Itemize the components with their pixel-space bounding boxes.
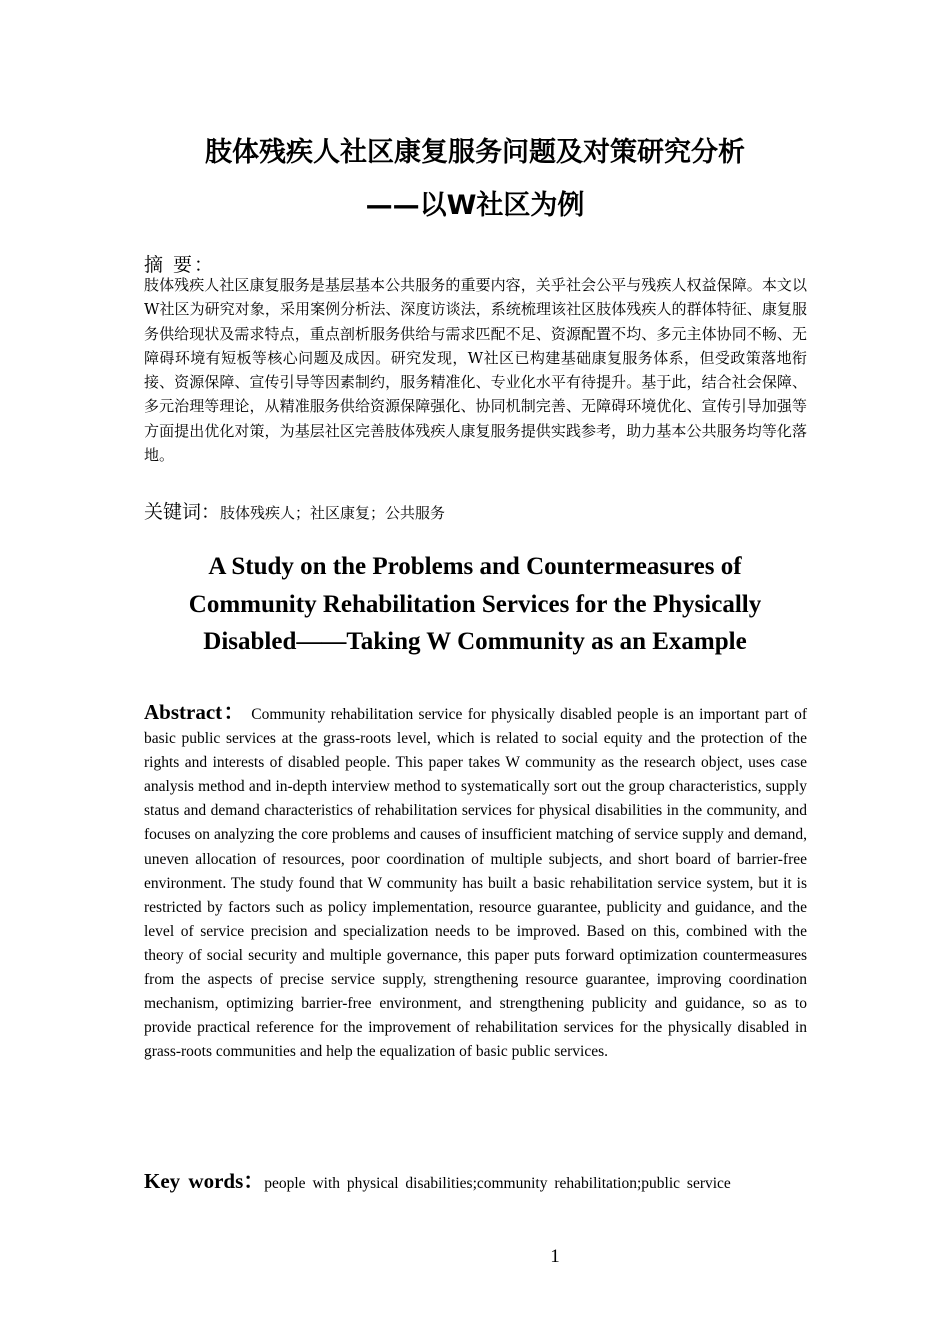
english-keywords-label: Key words： [144, 1169, 265, 1193]
chinese-keywords-label: 关键词： [144, 501, 221, 523]
english-title: A Study on the Problems and Countermeasures of Community Rehabilitation Services for the Physically Disabled——Taking W Community as an Example [188, 553, 762, 655]
english-abstract [144, 700, 807, 1064]
english-abstract-text: Community rehabilitation service for physically disabled people is an important part of basic public services at the grass-roots level, which is related to social equity and the protection of the rights and interests of disabled people. This paper takes W community as the research object, uses case analysis method and in-depth interview method to systematically sort out the group characteristics, supply status and demand characteristics of rehabilitation services for physical disabilities in the community, and focuses on analyzing the core problems and causes of insufficient matching of service supply and demand, uneven allocation of resources, poor coordination of multiple subjects, and short board of barrier-free environment. The study found that W community has built a basic rehabilitation service system, but it is restricted by factors such as policy implementation, resource guarantee, publicity and guidance, and the level of service precision and specialization needs to be improved. Based on this, combined with the theory of social security and multiple governance, this paper puts forward optimization countermeasures from the aspects of precise service supply, strengthening resource guarantee, improving coordination mechanism, optimizing barrier-free environment, and strengthening publicity and guidance, so as to provide practical reference for the improvement of rehabilitation services for the physically disabled in grass-roots communities and help the equalization of basic public services. [144, 706, 807, 1061]
english-abstract-label: Abstract： [144, 700, 246, 724]
page-number: 1 [550, 1246, 560, 1267]
chinese-abstract-text: 肢体残疾人社区康复服务是基层基本公共服务的重要内容，关乎社会公平与残疾人权益保障。本文以W社区为研究对象，采用案例分析法、深度访谈法，系统梳理该社区肢体残疾人的群体特征、康复服务供给现状及需求特点，重点剖析服务供给与需求匹配不足、资源配置不均、多元主体协同不畅、无障碍环境有短板等核心问题及成因。研究发现，W社区已构建基础康复服务体系，但受政策落地衔接、资源保障、宣传引导等因素制约，服务精准化、专业化水平有待提升。基于此，结合社会保障、多元治理等理论，从精准服务供给资源保障强化、协同机制完善、无障碍环境优化、宣传引导加强等方面提出优化对策，为基层社区完善肢体残疾人康复服务提供实践参考，助力基本公共服务均等化落地。 [144, 276, 807, 465]
english-keywords [144, 1165, 807, 1195]
chinese-keywords [144, 497, 807, 524]
chinese-title-subtitle: ——以W社区为例 [365, 190, 585, 221]
english-keywords-value: people with physical disabilities;community rehabilitation;public service [264, 1175, 731, 1192]
chinese-abstract-label: 摘 要： [144, 254, 216, 276]
chinese-keywords-value: 肢体残疾人；社区康复；公共服务 [220, 504, 446, 522]
chinese-title-main: 肢体残疾人社区康复服务问题及对策研究分析 [205, 137, 745, 168]
